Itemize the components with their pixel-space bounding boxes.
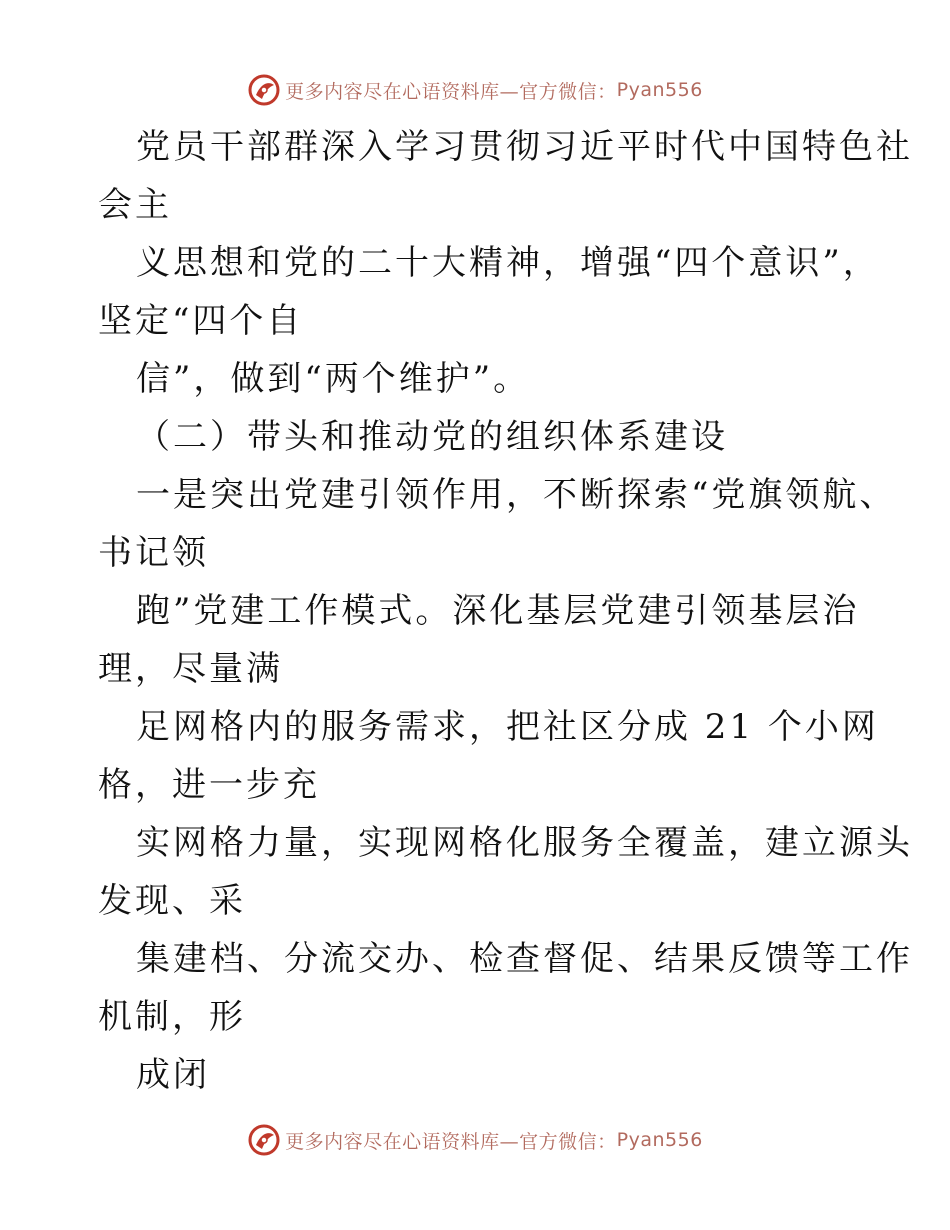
document-body — [98, 118, 913, 1104]
body-line: 理，尽量满 — [98, 649, 283, 689]
header-banner — [0, 70, 950, 110]
body-line: 发现、采 — [98, 881, 246, 921]
brand-logo-icon — [247, 1123, 281, 1157]
body-line: 机制，形 — [98, 997, 246, 1037]
body-line: 跑”党建工作模式。深化基层党建引领基层治 — [136, 591, 860, 631]
body-line: 成闭 — [136, 1055, 210, 1095]
header-wechat-id: Pyan556 — [616, 79, 703, 101]
body-line: 格，进一步充 — [98, 765, 320, 805]
body-line: 会主 — [98, 185, 172, 225]
body-line: 义思想和党的二十大精神，增强“四个意识”， — [136, 243, 880, 283]
footer-banner-text: 更多内容尽在心语资料库—官方微信： — [285, 1130, 617, 1153]
footer-banner — [0, 1120, 950, 1160]
body-line: 坚定“四个自 — [98, 301, 304, 341]
body-line: 信”，做到“两个维护”。 — [136, 359, 531, 399]
body-line: 党员干部群深入学习贯彻习近平时代中国特色社 — [136, 127, 913, 167]
header-banner-text: 更多内容尽在心语资料库—官方微信： — [285, 80, 617, 103]
body-line: 实网格力量，实现网格化服务全覆盖，建立源头 — [136, 823, 913, 863]
section-heading: （二）带头和推动党的组织体系建设 — [136, 417, 728, 457]
brand-logo-icon — [247, 73, 281, 107]
body-line: 集建档、分流交办、检查督促、结果反馈等工作 — [136, 939, 913, 979]
body-line: 足网格内的服务需求，把社区分成 21 个小网 — [136, 707, 879, 747]
footer-wechat-id: Pyan556 — [616, 1129, 703, 1151]
body-line: 一是突出党建引领作用，不断探索“党旗领航、 — [136, 475, 897, 515]
body-line: 书记领 — [98, 533, 209, 573]
